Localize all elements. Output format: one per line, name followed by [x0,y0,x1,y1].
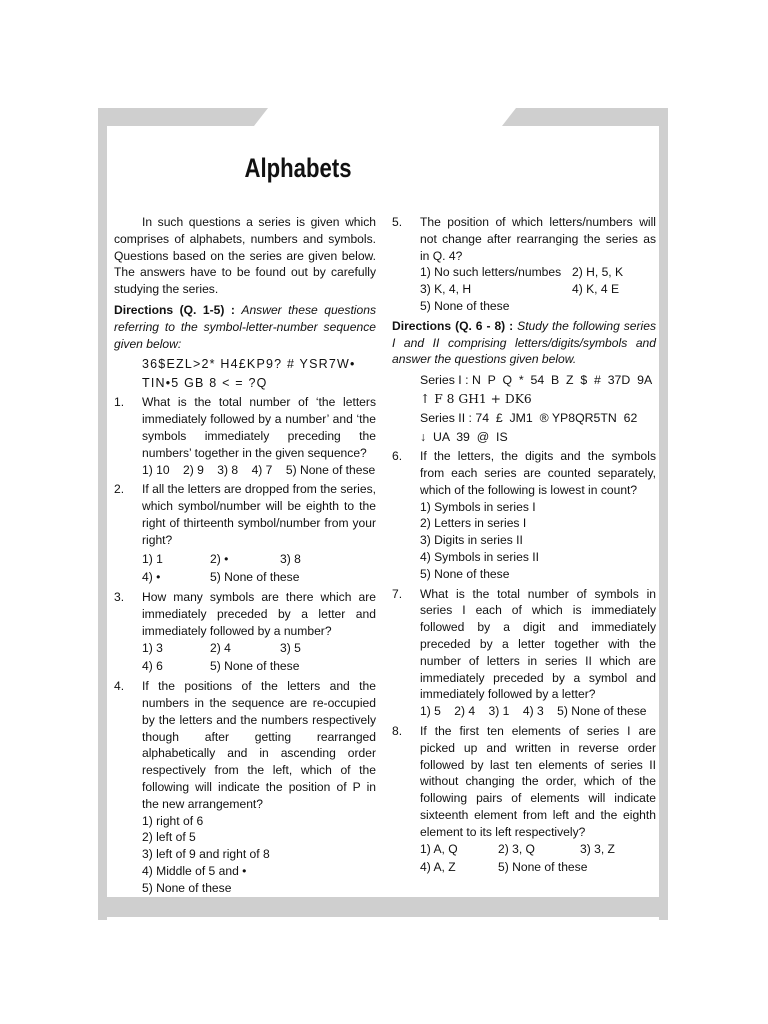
question-1 [114,394,376,478]
sequence-line-2: TIN•5 GB 8 < = ?Q [142,376,268,391]
question-7 [392,586,656,720]
frame-right-border [659,108,668,920]
question-number: 6. [392,449,403,464]
option-3: 3) K, 4, H [420,282,472,297]
question-5 [392,214,656,315]
option-5: 5) None of these [210,659,300,674]
question-text: The position of which letters/numbers will not change after rearranging the series as in Q. 4? [420,215,656,263]
question-4 [114,678,376,896]
option-3: 3) 5 [280,640,301,655]
option-2: 2) left of 5 [142,830,196,845]
question-2 [114,481,376,586]
option-5: 5) None of these [210,570,300,585]
options-row [420,281,656,298]
question-8 [392,723,656,876]
page-title: Alphabets [244,153,352,183]
option-4: 4) • [142,570,161,585]
question-number: 7. [392,586,403,601]
option-3: 3) 3, Z [580,841,615,856]
options-row [142,551,376,568]
intro-paragraph: In such questions a series is given which comprises of alphabets, numbers and symbols. Questions based on the series are given below. The answers have to be found out by carefully studying the series. [114,215,376,297]
directions-text: Answer these questions referring to the symbol-letter-number sequence given below: [114,302,376,351]
question-6 [392,448,656,582]
option-4: 4) K, 4 E [572,282,620,297]
question-3 [114,589,376,675]
option-5: 5) None of these [142,880,232,895]
question-text: What is the total number of ‘the letters immediately followed by a number’ and ‘the symbols immediately preceding the numbers’ together in the given sequence? [142,395,376,460]
question-text: How many symbols are there which are immediately preceded by a letter and immediately followed by a number? [142,590,376,638]
question-text: If all the letters are dropped from the series, which symbol/number will be eighth to the right of thirteenth symbol/number from your right? [142,482,376,547]
question-number: 1. [114,395,125,410]
question-text: If the letters, the digits and the symbols from each series are counted separately, which of the following is lowest in count? [420,449,656,497]
option-2: 2) H, 5, K [572,265,624,280]
question-number: 5. [392,215,403,229]
question-text: If the first ten elements of series I are picked up and written in reverse order followed by last ten elements of series II without changing the order, which of the following pairs of elements will indicate sixteenth element from left and the eighth element to its left respectively? [420,723,656,839]
option-2: 2) 3, Q [498,841,535,856]
options-row [142,640,376,657]
option-4: 4) Symbols in series II [420,549,539,564]
option-3: 3) Digits in series II [420,533,523,548]
series-2-line-1: Series II : 74 £ JM1 ® YP8QR5TN 62 [420,411,638,426]
directions-label: Directions (Q. 1-5) : [114,302,235,317]
frame-left-border [98,108,107,920]
directions-q6-8 [392,318,656,368]
option-4: 4) Middle of 5 and • [142,863,247,878]
right-column [392,214,656,879]
question-number: 4. [114,679,125,694]
question-number: 8. [392,723,403,738]
option-4: 4) A, Z [420,860,456,875]
option-1: 1) right of 6 [142,813,204,828]
options-row [142,658,376,675]
option-1: 1) 3 [142,640,163,655]
sequence-line-1: 36$EZL>2* H4£KP9? # YSR7W• [142,357,356,372]
option-2: 2) • [210,551,229,566]
question-text: What is the total number of symbols in series I each of which is immediately followed by a digit and immediately preceded by a letter together with the number of letters in series II which are immediately preceded by a symbol and immediately followed by a letter? [420,586,656,702]
options-row [142,569,376,586]
question-text: If the positions of the letters and the numbers in the sequence are re-occupied by the letters and the numbers respectively though after getting rearranged alphabetically and in ascending order respectively from the left, which of the following will indicate the position of P in the new arrangement? [142,679,376,811]
question-number: 2. [114,482,125,497]
directions-q1-5 [114,302,376,352]
option-1: 1) No such letters/numbes [420,265,562,280]
directions-label: Directions (Q. 6 - 8) : [392,318,514,333]
option-1: 1) A, Q [420,841,458,856]
option-3: 3) left of 9 and right of 8 [142,847,270,862]
series-1-line-1: Series I : N P Q * 54 B Z $ # 37D 9A [420,373,653,388]
option-2: 2) Letters in series I [420,516,527,531]
frame-top-right [502,108,668,126]
option-1: 1) 1 [142,551,163,566]
option-5: 5) None of these [420,566,510,581]
question-number: 3. [114,590,125,605]
question-options: 1) 10 2) 9 3) 8 4) 7 5) None of these [142,462,376,477]
options-row [420,841,656,858]
frame-top-left [98,108,268,126]
left-column [114,214,376,899]
series-1-line-2-text: ↑ F 8 GH1 + DK6 [420,392,532,407]
option-5: 5) None of these [420,298,510,313]
option-2: 2) 4 [210,640,231,655]
option-5: 5) None of these [498,860,588,875]
options-row [420,859,656,876]
option-1: 1) Symbols in series I [420,499,536,514]
options-row [420,264,656,281]
directions-text: Study the following series I and II comprising letters/digits/symbols and answer the questions given below. [392,318,656,367]
option-4: 4) 6 [142,659,163,674]
option-3: 3) 8 [280,551,301,566]
question-options: 1) 5 2) 4 3) 1 4) 3 5) None of these [420,704,647,719]
series-1-line-2 [392,391,656,408]
frame-bottom-border [98,897,668,917]
series-2-line-2: ↓ UA 39 @ IS [420,430,508,445]
